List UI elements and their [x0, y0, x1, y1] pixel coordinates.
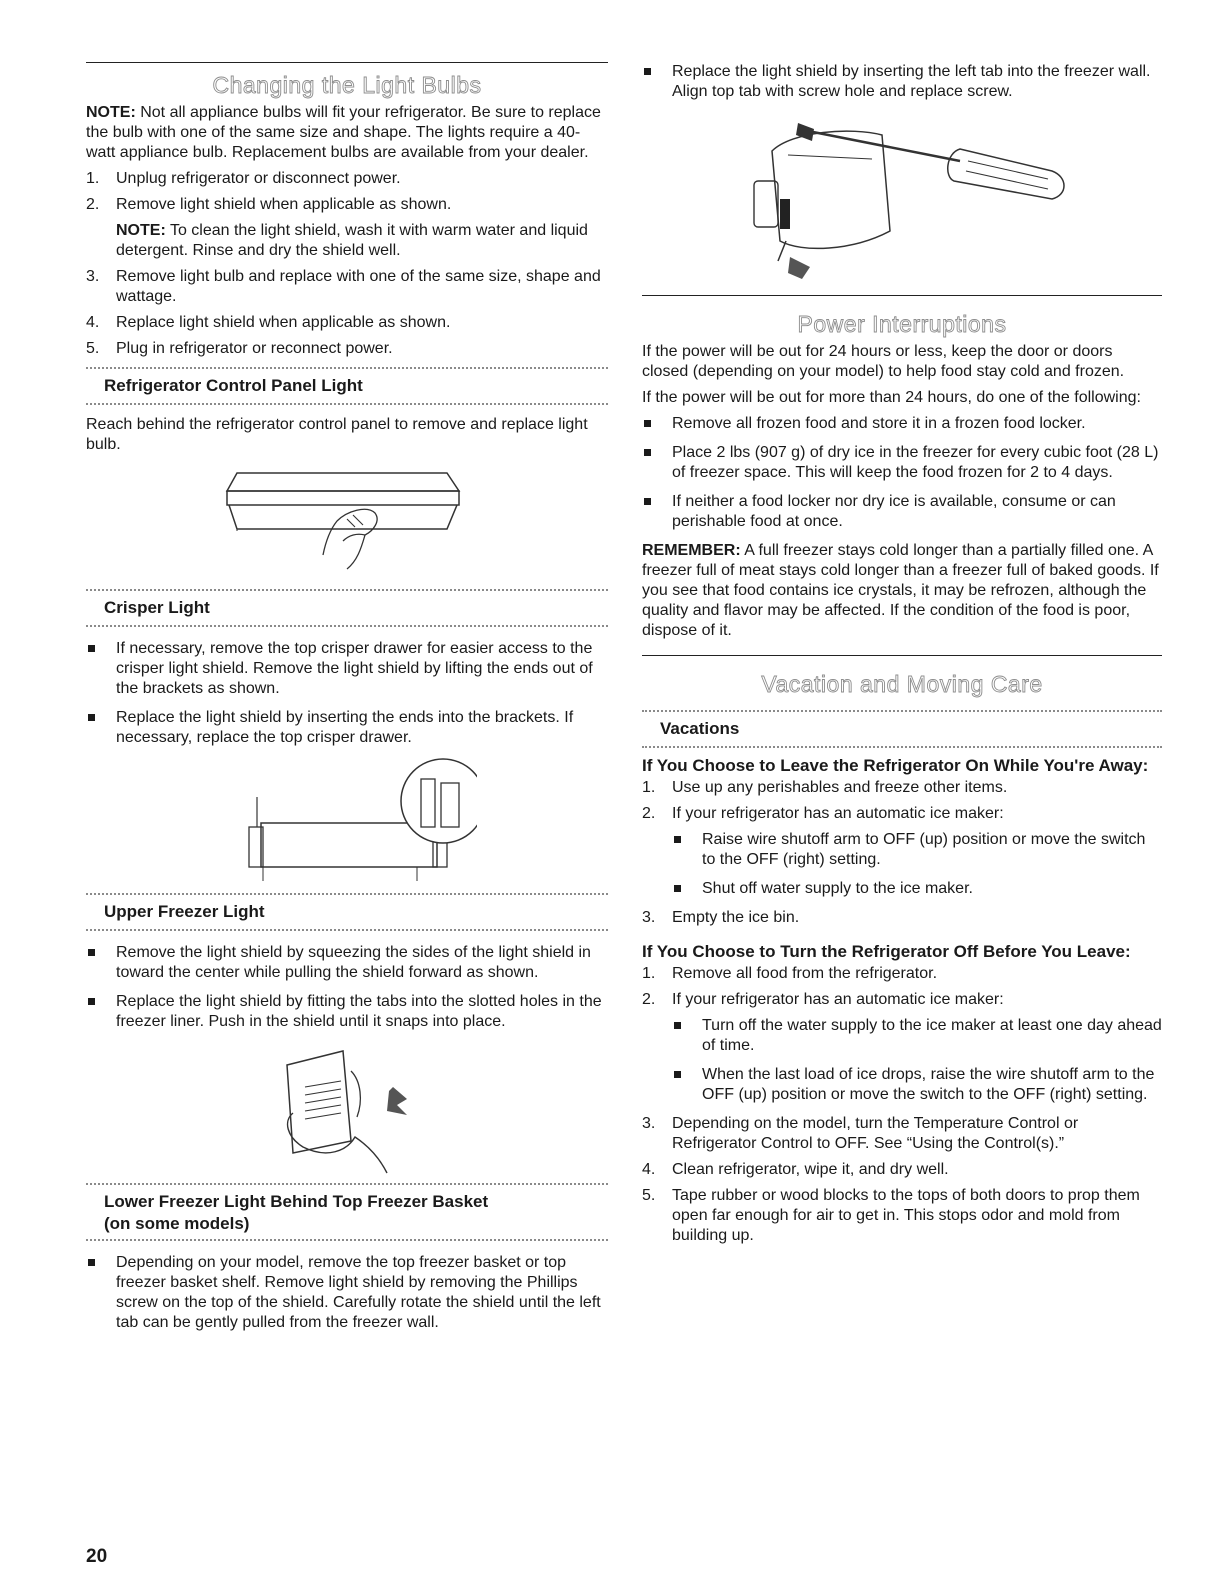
- dotted-rule: [86, 929, 608, 931]
- screwdriver-illustration: [732, 111, 1072, 287]
- section-title-power: Power Interruptions: [797, 311, 1007, 337]
- list-item: 2. If your refrigerator has an automatic ice maker:: [642, 991, 1004, 1008]
- list-item: If neither a food locker nor dry ice is available, consume or can perishable food at once.: [642, 492, 1162, 532]
- list-item: Raise wire shutoff arm to OFF (up) position or move the switch to the OFF (right) setting.: [672, 830, 1162, 870]
- list-item: When the last load of ice drops, raise the wire shutoff arm to the OFF (up) position or move the switch to the OFF (right) setting.: [672, 1065, 1162, 1105]
- list-item: 5. Plug in refrigerator or reconnect power.: [86, 340, 393, 357]
- list-item: Remove the light shield by squeezing the sides of the light shield in toward the center while pulling the shield forward as shown.: [86, 943, 608, 983]
- list-item: 3. Empty the ice bin.: [642, 909, 800, 926]
- dotted-rule: [642, 710, 1162, 712]
- list-item: Depending on your model, remove the top freezer basket or top freezer basket shelf. Remove light shield by removing the Phillips screw on the top of the shield. Carefully rotate the shield until the left tab can be gently pulled from the freezer wall.: [86, 1253, 608, 1333]
- section-rule: [642, 655, 1162, 656]
- list-item: Turn off the water supply to the ice maker at least one day ahead of time.: [672, 1016, 1162, 1056]
- upper-freezer-illustration: [247, 1041, 447, 1175]
- dotted-rule: [86, 1239, 608, 1241]
- turn-off-steps-cont: [642, 1114, 1162, 1246]
- list-item: 2. Remove light shield when applicable as shown.: [86, 196, 452, 213]
- leave-on-steps-cont: [642, 908, 1162, 928]
- list-item: 1. Remove all food from the refrigerator.: [642, 965, 938, 982]
- control-panel-illustration: [197, 461, 497, 583]
- heading-turn-off: If You Choose to Turn the Refrigerator Off Before You Leave:: [642, 942, 1131, 961]
- section-rule: [86, 62, 608, 63]
- leave-on-steps: [642, 778, 1162, 824]
- turn-off-sub-bullets: [672, 1016, 1162, 1105]
- power-bullets: [642, 414, 1162, 532]
- power-p2: If the power will be out for more than 24 hours, do one of the following:: [642, 389, 1141, 406]
- heading-lower-freezer: Lower Freezer Light Behind Top Freezer Basket (on some models): [104, 1192, 489, 1233]
- list-item: 4. Replace light shield when applicable as shown.: [86, 314, 451, 331]
- list-item: Replace the light shield by inserting the left tab into the freezer wall. Align top tab with screw hole and replace screw.: [642, 62, 1162, 102]
- control-panel-text: Reach behind the refrigerator control panel to remove and replace light bulb.: [86, 416, 588, 453]
- bulb-steps-cont: [86, 267, 608, 359]
- left-column: [86, 62, 608, 1342]
- step2-note: NOTE: To clean the light shield, wash it with warm water and liquid detergent. Rinse and dry the shield well.: [116, 222, 588, 259]
- upper-freezer-bullets: [86, 943, 608, 1032]
- list-item: Shut off water supply to the ice maker.: [672, 879, 1162, 899]
- list-item: 4. Clean refrigerator, wipe it, and dry well.: [642, 1161, 949, 1178]
- dotted-rule: [86, 589, 608, 591]
- list-item: 5. Tape rubber or wood blocks to the tops of both doors to prop them open far enough for air to get in. This stops odor and mold from building up.: [642, 1187, 1140, 1244]
- list-item: If necessary, remove the top crisper drawer for easier access to the crisper light shield. Remove the light shield by lifting the ends out of the brackets as shown.: [86, 639, 608, 699]
- note-text: Not all appliance bulbs will fit your refrigerator. Be sure to replace the bulb with one of the same size and shape. The lights require a 40-watt appliance bulb. Replacement bulbs are available from your dealer.: [86, 104, 601, 161]
- dotted-rule: [642, 746, 1162, 748]
- bulb-steps: [86, 169, 608, 215]
- leave-on-sub-bullets: [672, 830, 1162, 899]
- dotted-rule: [86, 893, 608, 895]
- heading-vacations: Vacations: [660, 719, 740, 738]
- list-item: Place 2 lbs (907 g) of dry ice in the freezer for every cubic foot (28 L) of freezer space. This will keep the food frozen for 2 to 4 days.: [642, 443, 1162, 483]
- page-number: 20: [86, 1546, 108, 1567]
- note-label: NOTE:: [86, 104, 136, 121]
- list-item: 3. Depending on the model, turn the Temperature Control or Refrigerator Control to OFF. See “Using the Control(s).”: [642, 1115, 1079, 1152]
- power-p1: If the power will be out for 24 hours or less, keep the door or doors closed (depending on your model) to help food stay cold and frozen.: [642, 343, 1125, 380]
- heading-crisper: Crisper Light: [104, 598, 210, 617]
- list-item: 3. Remove light bulb and replace with one of the same size, shape and wattage.: [86, 268, 601, 305]
- section-rule: [642, 295, 1162, 296]
- dotted-rule: [86, 403, 608, 405]
- list-item: 1. Use up any perishables and freeze other items.: [642, 779, 1008, 796]
- heading-upper-freezer: Upper Freezer Light: [104, 902, 265, 921]
- lower-freezer-right-bullets: [642, 62, 1162, 102]
- right-column: [642, 62, 1162, 1252]
- dotted-rule: [86, 625, 608, 627]
- heading-leave-on: If You Choose to Leave the Refrigerator On While You're Away:: [642, 756, 1149, 775]
- crisper-bullets: [86, 639, 608, 748]
- list-item: 1. Unplug refrigerator or disconnect power.: [86, 170, 401, 187]
- list-item: 2. If your refrigerator has an automatic ice maker:: [642, 805, 1004, 822]
- lower-freezer-bullets: [86, 1253, 608, 1333]
- turn-off-steps: [642, 964, 1162, 1010]
- crisper-illustration: [217, 757, 477, 885]
- list-item: Replace the light shield by fitting the tabs into the slotted holes in the freezer liner. Push in the shield until it snaps into place.: [86, 992, 608, 1032]
- remember-text: REMEMBER: A full freezer stays cold longer than a partially filled one. A freezer full of meat stays cold longer than a freezer full of baked goods. If you see that food contains ice crystals, it may be refrozen, although the quality and flavor may be affected. If the condition of the food is poor, dispose of it.: [642, 542, 1159, 639]
- section-title-bulbs: Changing the Light Bulbs: [212, 72, 482, 98]
- dotted-rule: [86, 1183, 608, 1185]
- list-item: Replace the light shield by inserting the ends into the brackets. If necessary, replace the top crisper drawer.: [86, 708, 608, 748]
- dotted-rule: [86, 367, 608, 369]
- bulbs-note: [86, 103, 608, 163]
- list-item: Remove all frozen food and store it in a frozen food locker.: [642, 414, 1162, 434]
- heading-control-panel: Refrigerator Control Panel Light: [104, 376, 363, 395]
- section-title-vacation: Vacation and Moving Care: [761, 671, 1043, 697]
